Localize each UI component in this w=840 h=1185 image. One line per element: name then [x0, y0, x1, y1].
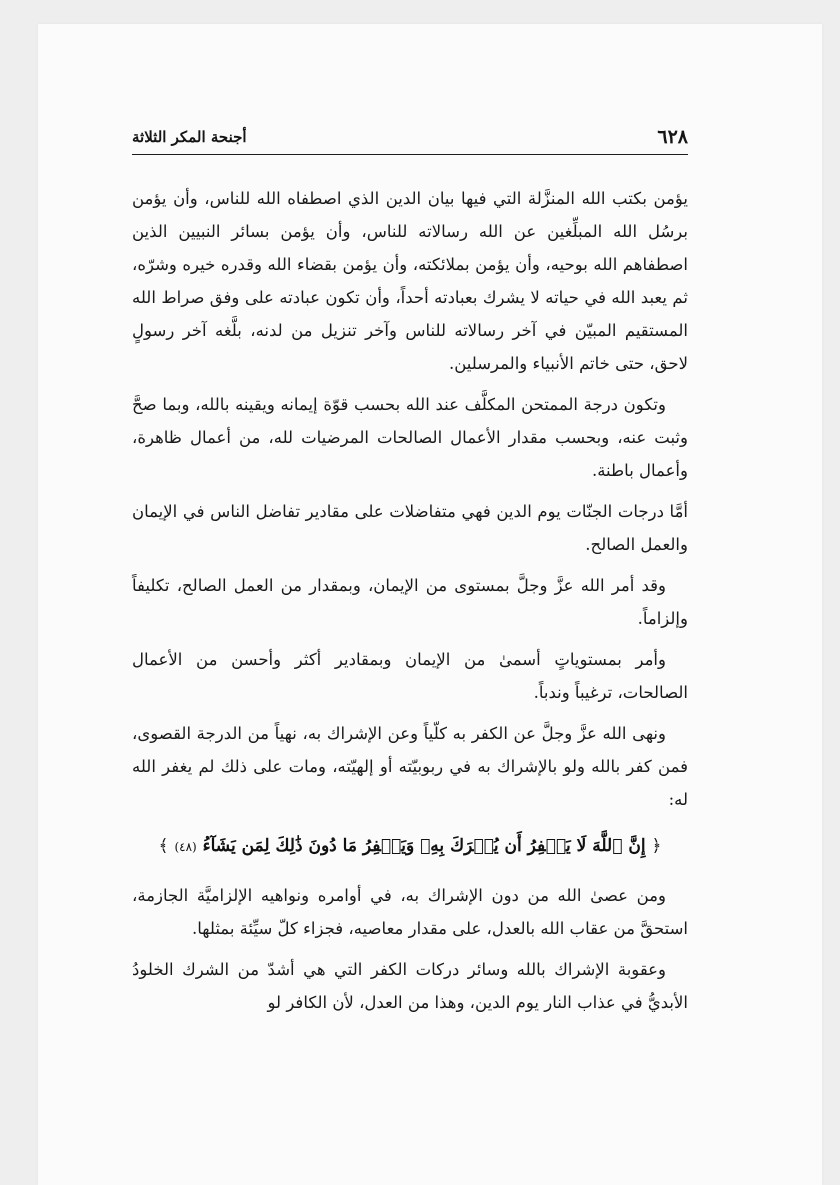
verse-number: (٤٨): [174, 840, 197, 854]
paragraph-disobedience: ومن عصىٰ الله من دون الإشراك به، في أوامره ونواهيه الإلزاميَّة الجازمة، استحقَّ من عقاب الله بالعدل، على مقدار معاصيه، فجزاء كلّ سيِّئة بمثلها.: [132, 886, 688, 938]
quran-verse: [132, 830, 688, 863]
running-title: أجنحة المكر الثلاثة: [132, 128, 247, 146]
verse-text: إِنَّ ٱللَّهَ لَا يَغۡفِرُ أَن يُشۡرَكَ بِهِۦ وَيَغۡفِرُ مَا دُونَ ذَٰلِكَ لِمَن يَشَآءُ: [202, 836, 646, 856]
paragraph-prohibition: ونهى الله عزَّ وجلَّ عن الكفر به كلّياً وعن الإشراك به، نهياً من الدرجة القصوى، فمن كفر بالله ولو بالإشراك به في ربوبيّته أو إلهيّته، ومات على ذلك لم يغفر الله له:: [132, 724, 688, 809]
verse-close-brace: ﴾: [158, 836, 169, 856]
verse-open-brace: ﴿: [651, 836, 662, 856]
page-body: [132, 182, 688, 1019]
paragraph-paradise-degrees: أمَّا درجات الجنّات يوم الدين فهي متفاضلات على مقادير تفاضل الناس في الإيمان والعمل الصالح.: [132, 502, 688, 554]
paragraph-punishment: وعقوبة الإشراك بالله وسائر دركات الكفر التي هي أشدّ من الشرك الخلودُ الأبديُّ في عذاب النار يوم الدين، وهذا من العدل، لأن الكافر لو: [132, 960, 688, 1012]
page-number: ٦٢٨: [657, 126, 688, 148]
paragraph-degree-of-tested: وتكون درجة الممتحن المكلَّف عند الله بحسب قوّة إيمانه ويقينه بالله، وبما صحَّ وثبت عنه، وبحسب مقدار الأعمال الصالحات المرضيات لله، من أعمال ظاهرة، وأعمال باطنة.: [132, 395, 688, 480]
page-header: [132, 126, 688, 155]
paragraph-recommendation: وأمر بمستوياتٍ أسمىٰ من الإيمان وبمقادير أكثر وأحسن من الأعمال الصالحات، ترغيباً وندباً.: [132, 650, 688, 702]
paragraph-faith-articles: يؤمن بكتب الله المنزَّلة التي فيها بيان الدين الذي اصطفاه الله للناس، وأن يؤمن برسُل الله المبلِّغين عن الله رسالاته للناس، وأن يؤمن بسائر النبيين الذين اصطفاهم الله بوحيه، وأن يؤمن بملائكته، وأن يؤمن بقضاء الله وقدره خيره وشرّه، ثم يعبد الله في حياته لا يشرك بعبادته أحداً، وأن تكون عبادته على وفق صراط الله المستقيم المبيّن في آخر رسالاته للناس وآخر تنزيل من لدنه، بلَّغه آخر رسولٍ لاحق، حتى خاتم الأنبياء والمرسلين.: [132, 189, 688, 373]
paragraph-obligation: وقد أمر الله عزَّ وجلَّ بمستوى من الإيمان، وبمقدار من العمل الصالح، تكليفاً وإلزاماً.: [132, 576, 688, 628]
